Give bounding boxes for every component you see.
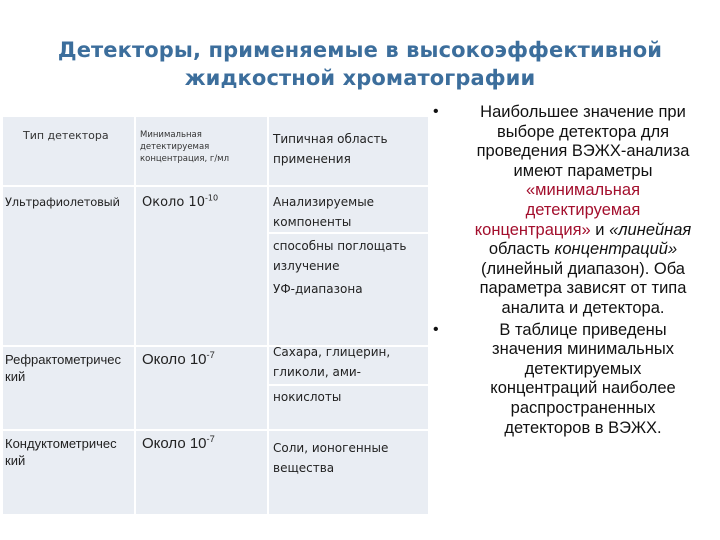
b2-line-4: концентраций наиболее [490,379,676,398]
refr-app-cell-2 [269,386,428,429]
b1-line-8 [449,240,717,260]
cond-conc-exp: -7 [206,434,215,444]
cond-type-line-1: Кондуктометричес [5,436,117,451]
refr-type-cell [3,347,134,429]
b2-line-5: распространенных [510,398,656,417]
header-conc-line-3: концентрация, г/мл [140,154,230,164]
uv-app-line-5: УФ-диапазона [273,282,363,296]
uv-conc [142,193,218,212]
bullet-item-2 [431,321,717,439]
header-type-cell [3,117,134,185]
cond-conc [142,435,215,452]
cond-conc-base: Около 10 [142,435,207,452]
b1-line-11: аналита и детектора. [501,298,665,317]
cond-type-cell [3,431,134,514]
header-app-cell [269,117,428,185]
b2-line-3: детектируемых [524,359,642,378]
b2-line-2: значения минимальных [492,340,674,359]
b1-line-4: имеют параметры [513,161,653,180]
uv-app-line-3: способны поглощать [273,239,407,253]
header-type: Тип детектора [23,129,109,142]
uv-conc-base: Около 10 [142,195,205,210]
refr-conc-cell [136,347,267,429]
bullet-item-1 [431,103,717,319]
b1-line-7-and: и [590,220,610,239]
title-line-1: Детекторы, применяемые в высокоэффективной [57,38,663,62]
header-app-line-1: Типичная область [273,132,388,146]
b1-line-8-b: концентраций» [554,240,678,259]
slide-title [40,36,680,92]
bullet-dot-icon: • [433,103,439,120]
b1-line-3: проведения ВЭЖХ-анализа [476,142,690,161]
uv-conc-cell [136,187,267,345]
b1-line-5: «минимальная [525,181,641,200]
title-line-2: жидкостной хроматографии [184,66,536,90]
refr-conc [142,351,215,368]
b1-line-7 [449,221,717,241]
b1-line-10: параметра зависят от типа [479,279,687,298]
refr-app-cell-1 [269,347,428,384]
refr-type-line-1: Рефрактометричес [5,352,122,367]
uv-app-line-2: компоненты [273,215,352,229]
header-app-line-2: применения [273,152,351,166]
uv-app-cell-1 [269,187,428,232]
b2-line-6: детекторов в ВЭЖХ. [504,418,662,437]
uv-app-line-1: Анализируемые [273,195,375,209]
refr-app-line-2: гликоли, ами- [273,365,361,379]
b1-line-9: (линейный диапазон). Оба [481,259,685,278]
cond-conc-cell [136,431,267,514]
refr-conc-exp: -7 [206,350,215,360]
cond-app-cell [269,431,428,514]
header-conc-line-2: детектируемая [140,142,210,152]
uv-conc-exp: -10 [204,193,219,203]
b2-line-1: В таблице приведены [499,320,667,339]
header-conc-cell [136,117,267,185]
header-conc-line-1: Минимальная [140,130,202,140]
cond-type-line-2: кий [5,453,26,468]
refr-app-line-3: нокислоты [273,390,342,404]
uv-type-cell [3,187,134,345]
uv-app-cell-2 [269,234,428,345]
b1-line-7-term: концентрация» [474,220,591,239]
cond-app-line-2: вещества [273,461,335,475]
cond-app-line-1: Соли, ионогенные [273,441,389,455]
b1-line-2: выборе детектора для [496,122,670,141]
refr-app-line-1: Сахара, глицерин, [273,347,391,359]
uv-type: Ультрафиолетовый [5,195,120,209]
b1-line-6: детектируемая [525,200,641,219]
bullet-dot-icon: • [433,320,439,338]
refr-conc-base: Около 10 [142,351,207,368]
b1-line-8-a: область [488,240,555,259]
b1-line-7-linear: «линейная [609,220,692,239]
detectors-table [3,117,428,514]
refr-type-line-2: кий [5,369,26,384]
uv-app-line-4: излучение [273,259,340,273]
bullet-list [431,103,717,438]
b1-line-1: Наибольшее значение при [480,103,686,121]
